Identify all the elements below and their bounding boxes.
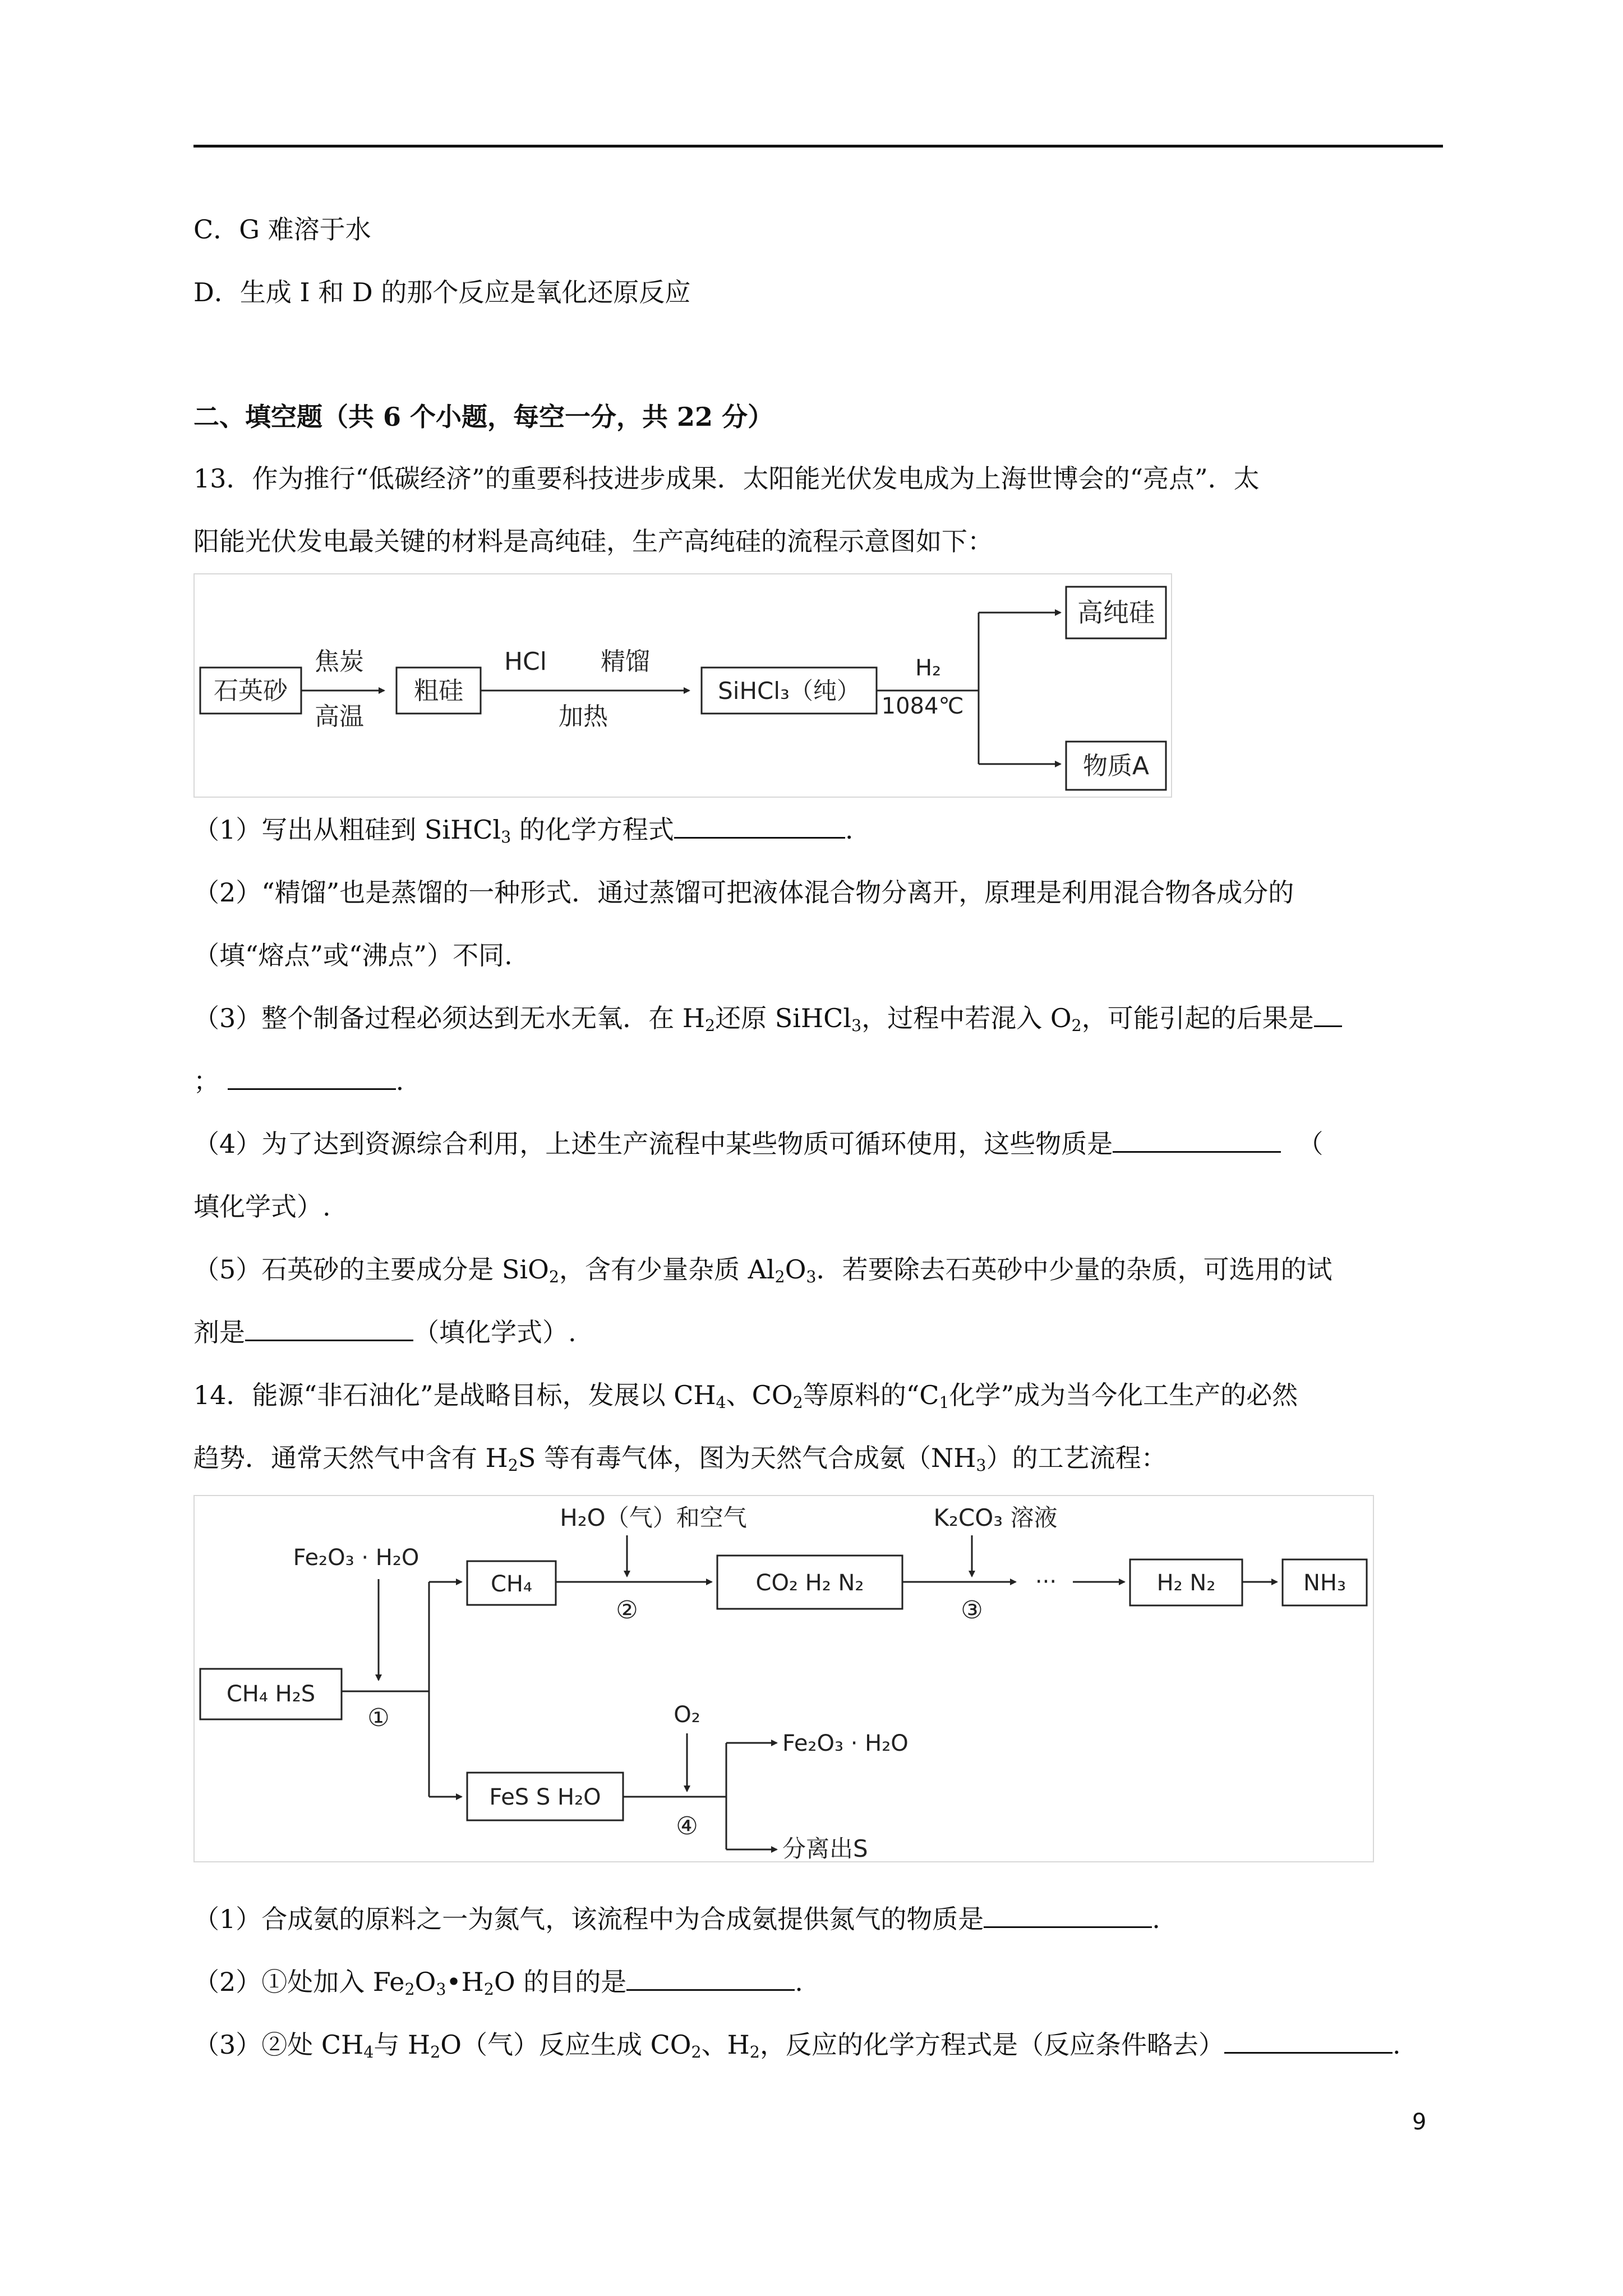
q14-stem-line2: 趋势．通常天然气中含有 $H_2S$ 等有毒气体，图为天然气合成氨$(NH_3)$的工艺流程： — [193, 1443, 1167, 1475]
cond-coke: 焦炭 — [315, 647, 364, 676]
q13-part2-line1: （2）“精馏”也是蒸馏的一种形式．通过蒸馏可把液体混合物分离开，原理是利用混合物各成分的 — [193, 877, 1294, 908]
answer-blank[interactable] — [626, 1967, 795, 1991]
q13-part4-line1: （4）为了达到资源综合利用，上述生产流程中某些物质可循环使用，这些物质是 （ — [193, 1129, 1324, 1159]
cond-high-temp: 高温 — [315, 702, 364, 731]
box-h2-n2: H₂ N₂ — [1156, 1570, 1216, 1596]
ellipsis: ··· — [1035, 1569, 1057, 1595]
q13-part1: （1）写出从粗硅到 SiHCl$_3$ 的化学方程式 . — [193, 815, 854, 847]
step-3: ③ — [961, 1596, 983, 1625]
q13-stem-line2: 阳能光伏发电最关键的材料是高纯硅，生产高纯硅的流程示意图如下： — [193, 526, 993, 556]
box-nh3: NH₃ — [1303, 1570, 1347, 1596]
box-pure-silicon: 高纯硅 — [1077, 597, 1155, 628]
box-ch4-h2s: CH₄ H₂S — [226, 1681, 316, 1707]
box-fes-s-h2o: FeS S H₂O — [489, 1784, 601, 1810]
page-number: 9 — [1412, 2109, 1427, 2135]
step-1: ① — [367, 1704, 390, 1732]
box-quartz-sand: 石英砂 — [214, 677, 288, 705]
feed-h2o-air: H₂O（气）和空气 — [560, 1504, 747, 1531]
section-heading: 二、填空题（共 6 个小题，每空一分，共 22 分） — [193, 402, 774, 432]
q13-part3-line2: ； . — [193, 1066, 404, 1096]
step-2: ② — [616, 1596, 638, 1625]
q13-stem-line1: 13．作为推行“低碳经济”的重要科技进步成果．太阳能光伏发电成为上海世博会的“亮点”．太 — [193, 463, 1260, 494]
option-c: C．G 难溶于水 — [193, 214, 371, 245]
out-fe2o3-h2o: Fe₂O₃ · H₂O — [782, 1731, 909, 1756]
q13-part4-line2: 填化学式）. — [193, 1191, 331, 1222]
answer-blank[interactable] — [245, 1317, 413, 1341]
cond-h2: H₂ — [915, 655, 942, 681]
header-rule — [193, 145, 1443, 148]
q13-part5-line1: （5）石英砂的主要成分是 SiO$_2$，含有少量杂质 $Al_2O_3$．若要除去石英砂中少量的杂质，可选用的试 — [193, 1254, 1332, 1287]
cond-hcl: HCl — [504, 647, 547, 676]
answer-blank[interactable] — [674, 815, 845, 839]
box-sihcl3: SiHCl₃（纯） — [718, 677, 860, 705]
feed-fe2o3-h2o: Fe₂O₃ · H₂O — [293, 1545, 419, 1571]
answer-blank[interactable] — [228, 1066, 396, 1090]
q14-flow-diagram — [193, 1495, 1374, 1862]
q13-part5-line2: 剂是 （填化学式）. — [193, 1317, 577, 1347]
answer-blank[interactable] — [1224, 2030, 1393, 2054]
cond-heat: 加热 — [559, 702, 608, 731]
q13-flow-diagram — [193, 573, 1172, 798]
box-co2-h2-n2: CO₂ H₂ N₂ — [755, 1570, 864, 1596]
q14-part2: （2）①处加入 $Fe_2O_3•H_2O$ 的目的是 . — [193, 1967, 803, 1999]
answer-blank[interactable] — [1314, 1003, 1342, 1027]
q14-part1: （1）合成氨的原料之一为氮气，该流程中为合成氨提供氮气的物质是 . — [193, 1904, 1160, 1934]
q14-stem-line1: 14．能源“非石油化”是战略目标，发展以 $CH_4$、$CO_2$等原料的“$C_1$化学”成为当今化工生产的必然 — [193, 1380, 1298, 1412]
answer-blank[interactable] — [984, 1904, 1152, 1928]
q14-part3: （3）②处 $CH_4$与 $H_2O$（气）反应生成 $CO_2$、$H_2$，反应的化学方程式是（反应条件略去） . — [193, 2030, 1401, 2062]
answer-blank[interactable] — [1113, 1129, 1281, 1153]
feed-k2co3: K₂CO₃ 溶液 — [933, 1504, 1058, 1531]
box-substance-a: 物质A — [1082, 752, 1150, 780]
box-ch4: CH₄ — [490, 1571, 533, 1597]
cond-1084c: 1084℃ — [881, 693, 964, 719]
feed-o2: O₂ — [674, 1702, 700, 1728]
option-d: D．生成 I 和 D 的那个反应是氧化还原反应 — [193, 277, 691, 307]
q13-part2-line2: （填“熔点”或“沸点”）不同. — [193, 940, 513, 970]
step-4: ④ — [676, 1812, 698, 1841]
out-separate-s: 分离出S — [782, 1835, 868, 1862]
q13-part3-line1: （3）整个制备过程必须达到无水无氧．在 $H_2$还原 SiHCl$_3$，过程中若混入 $O_2$，可能引起的后果是 — [193, 1001, 1342, 1036]
box-crude-silicon: 粗硅 — [414, 677, 463, 705]
cond-distill: 精馏 — [601, 647, 650, 676]
